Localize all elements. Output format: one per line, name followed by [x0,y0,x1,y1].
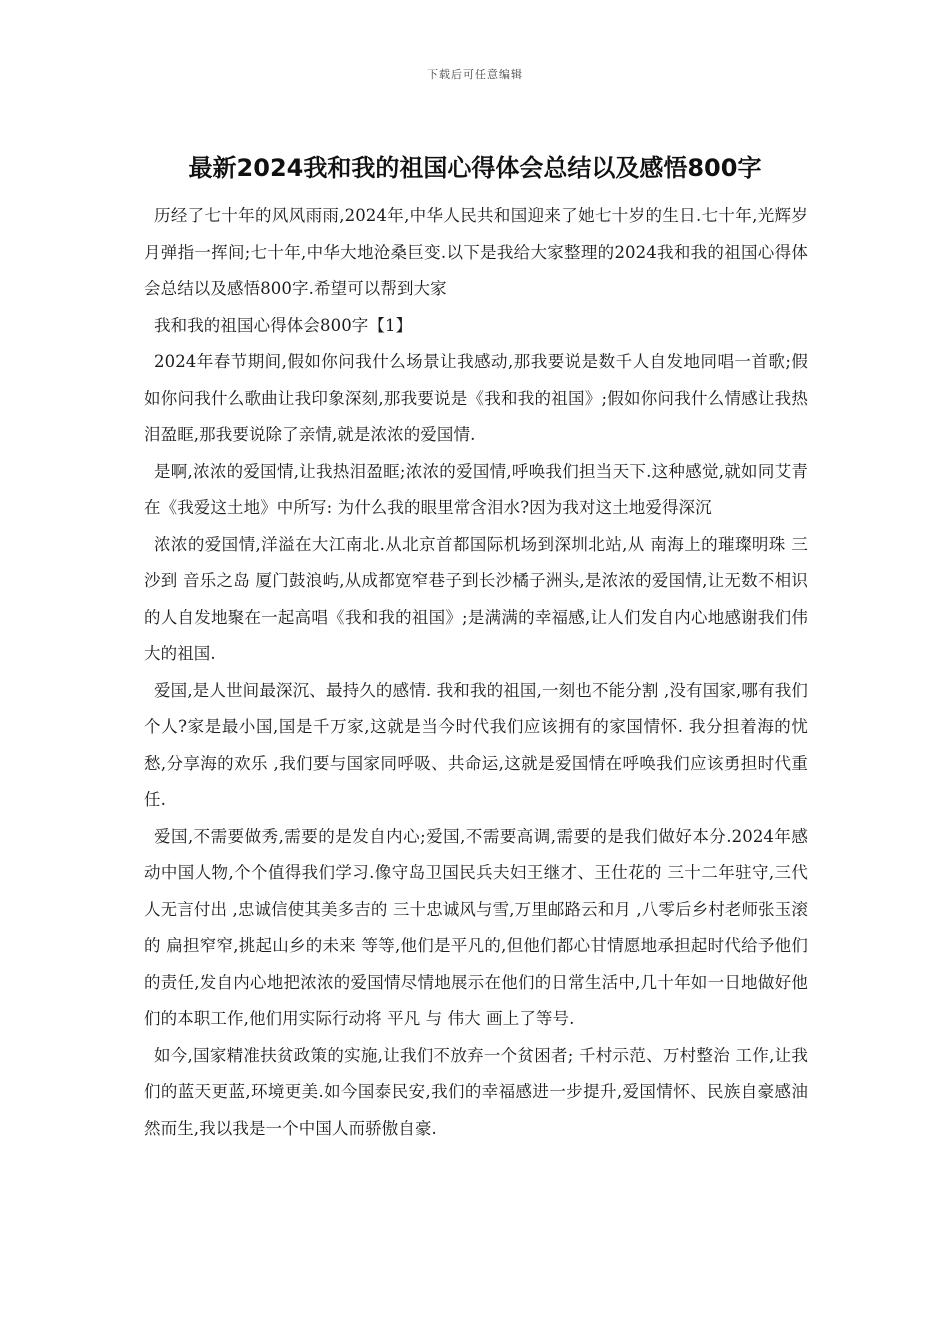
header-note: 下载后可任意编辑 [427,68,523,81]
paragraph-2: 是啊,浓浓的爱国情,让我热泪盈眶;浓浓的爱国情,呼唤我们担当天下.这种感觉,就如同艾青在《我爱这土地》中所写: 为什么我的眼里常含泪水?因为我对这土地爱得深沉 [144,461,808,517]
paragraph-6: 如今,国家精准扶贫政策的实施,让我们不放弃一个贫困者; 千村示范、万村整治 工作,让我们的蓝天更蓝,环境更美.如今国泰民安,我们的幸福感进一步提升,爱国情怀、民族自豪感油然而生,我以我是一个中国人而骄傲自豪. [144,1045,808,1138]
paragraph-4: 爱国,是人世间最深沉、最持久的感情. 我和我的祖国,一刻也不能分割 ,没有国家,哪有我们个人?家是最小国,国是千万家,这就是当今时代我们应该拥有的家国情怀. 我分担着海的忧愁,分享海的欢乐 ,我们要与国家同呼吸、共命运,这就是爱国情在呼唤我们应该勇担时代重任. [144,680,808,809]
section-heading: 我和我的祖国心得体会800字【1】 [154,315,413,335]
paragraph-intro: 历经了七十年的风风雨雨,2024年,中华人民共和国迎来了她七十岁的生日.七十年,光辉岁月弹指一挥间;七十年,中华大地沧桑巨变.以下是我给大家整理的2024我和我的祖国心得体会总结以及感悟800字.希望可以帮到大家 [144,206,808,298]
document-title: 最新2024我和我的祖国心得体会总结以及感悟800字 [188,154,762,182]
paragraph-3: 浓浓的爱国情,洋溢在大江南北.从北京首都国际机场到深圳北站,从 南海上的璀璨明珠 三沙到 音乐之岛 厦门鼓浪屿,从成都宽窄巷子到长沙橘子洲头,是浓浓的爱国情,让无数不相识的人自发地聚在一起高唱《我和我的祖国》;是满满的幸福感,让人们发自内心地感谢我们伟大的祖国. [144,534,808,663]
document-body [144,198,808,1147]
paragraph-1: 2024年春节期间,假如你问我什么场景让我感动,那我要说是数千人自发地同唱一首歌;假如你问我什么歌曲让我印象深刻,那我要说是《我和我的祖国》;假如你问我什么情感让我热泪盈眶,那我要说除了亲情,就是浓浓的爱国情. [144,352,808,444]
paragraph-5: 爱国,不需要做秀,需要的是发自内心;爱国,不需要高调,需要的是我们做好本分.2024年感动中国人物,个个值得我们学习.像守岛卫国民兵夫妇王继才、王仕花的 三十二年驻守,三代人无言付出 ,忠诚信使其美多吉的 三十忠诚风与雪,万里邮路云和月 ,八零后乡村老师张玉滚的 扁担窄窄,挑起山乡的未来 等等,他们是平凡的,但他们都心甘情愿地承担起时代给予他们的责任,发自内心地把浓浓的爱国情尽情地展示在他们的日常生活中,几十年如一日地做好他们的本职工作,他们用实际行动将 平凡 与 伟大 画上了等号. [144,826,808,1028]
